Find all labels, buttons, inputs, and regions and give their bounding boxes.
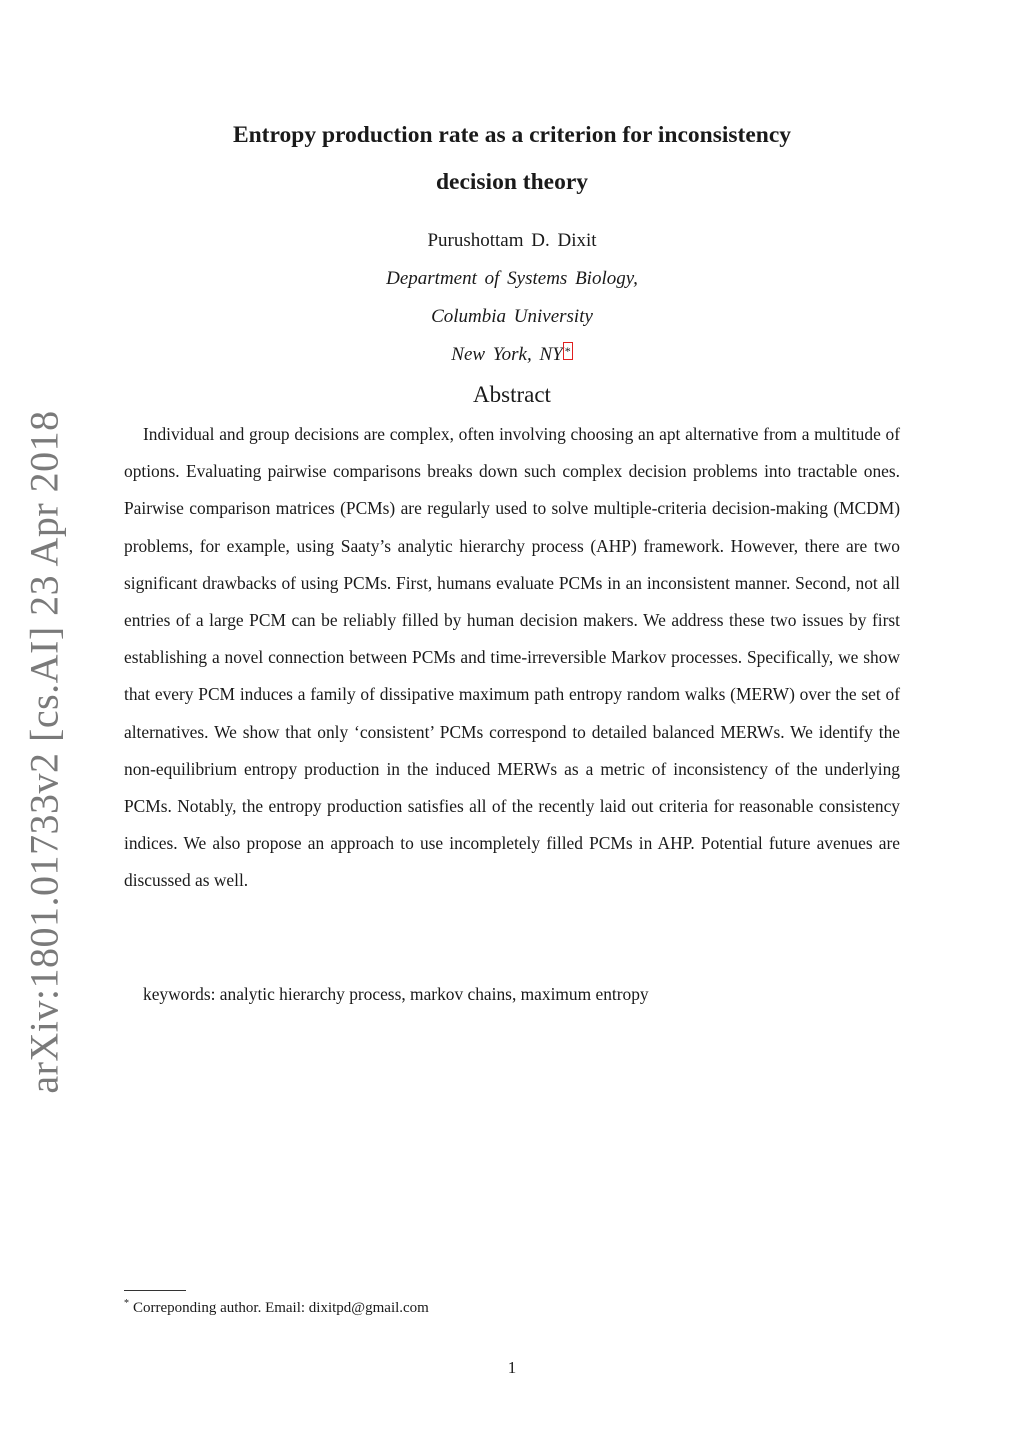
title-line-1: Entropy production rate as a criterion for inconsistency <box>232 122 792 148</box>
abstract-text: Individual and group decisions are complex, often involving choosing an apt alternative from a multitude of options. Evaluating pairwise comparisons breaks down such complex decision problems into tractable ones. Pairwise comparison matrices (PCMs) are regularly used to solve multiple-criteria decision-making (MCDM) problems, for example, using Saaty’s analytic hierarchy process (AHP) framework. However, there are two significant drawbacks of using PCMs. First, humans evaluate PCMs in an inconsistent manner. Second, not all entries of a large PCM can be reliably filled by human decision makers. We address these two issues by first establishing a novel connection between PCMs and time-irreversible Markov processes. Specifically, we show that every PCM induces a family of dissipative maximum path entropy random walks (MERW) over the set of alternatives. We show that only ‘consistent’ PCMs correspond to detailed balanced MERWs. We identify the non-equilibrium entropy production in the induced MERWs as a metric of inconsistency of the underlying PCMs. Notably, the entropy production satisfies all of the recently laid out criteria for reasonable consistency indices. We also propose an approach to use incompletely filled PCMs in AHP. Potential future avenues are discussed as well. <box>124 424 900 891</box>
footnote-link[interactable]: * <box>564 344 571 358</box>
author-block <box>124 222 900 374</box>
keywords: keywords: analytic hierarchy process, markov chains, maximum entropy <box>143 984 649 1004</box>
footnote-divider <box>124 1290 186 1291</box>
abstract-heading: Abstract <box>473 382 551 407</box>
affiliation-university: Columbia University <box>431 306 593 327</box>
footnote-text: Correponding author. Email: dixitpd@gmail.com <box>133 1300 429 1316</box>
title-line-2: decision theory <box>435 169 589 195</box>
arxiv-identifier: arXiv:1801.01733v2 [cs.AI] 23 Apr 2018 <box>21 410 67 1094</box>
affiliation-location <box>124 336 900 374</box>
author-name: Purushottam D. Dixit <box>427 230 597 251</box>
page-number: 1 <box>507 1358 517 1377</box>
affiliation-city: New York, NY <box>451 344 563 365</box>
footnote-marker: * <box>124 1298 129 1309</box>
paper-title <box>124 112 900 206</box>
affiliation-department: Department of Systems Biology, <box>386 268 638 289</box>
footnote <box>124 1298 429 1318</box>
